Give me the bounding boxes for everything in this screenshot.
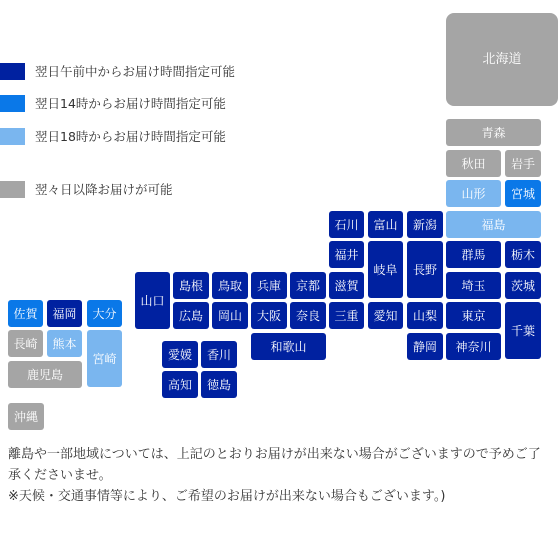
pref-fukui: 福井: [329, 241, 364, 268]
pref-iwate: 岩手: [505, 150, 541, 177]
legend-swatch: [0, 128, 25, 145]
pref-gifu: 岐阜: [368, 241, 403, 298]
pref-saitama: 埼玉: [446, 272, 501, 299]
note-line-2: ※天候・交通事情等により、ご希望のお届けが出来ない場合もございます。): [8, 489, 446, 504]
pref-osaka: 大阪: [251, 302, 287, 329]
pref-fukuoka: 福岡: [47, 300, 82, 327]
legend-label: 翌日午前中からお届け時間指定可能: [35, 64, 236, 79]
pref-kagoshima: 鹿児島: [8, 361, 82, 388]
pref-nagano: 長野: [407, 241, 443, 298]
pref-gunma: 群馬: [446, 241, 501, 268]
pref-okayama: 岡山: [212, 302, 248, 329]
pref-aomori: 青森: [446, 119, 541, 146]
pref-kagawa: 香川: [201, 341, 237, 368]
pref-niigata: 新潟: [407, 211, 443, 238]
pref-ibaraki: 茨城: [505, 272, 541, 299]
delivery-notes: [8, 444, 553, 507]
pref-hiroshima: 広島: [173, 302, 209, 329]
pref-ishikawa: 石川: [329, 211, 364, 238]
pref-shizuoka: 静岡: [407, 333, 443, 360]
pref-tottori: 鳥取: [212, 272, 248, 299]
pref-yamanashi: 山梨: [407, 302, 443, 329]
pref-yamagata: 山形: [446, 180, 501, 207]
pref-akita: 秋田: [446, 150, 501, 177]
pref-mie: 三重: [329, 302, 364, 329]
pref-shimane: 島根: [173, 272, 209, 299]
pref-aichi: 愛知: [368, 302, 403, 329]
pref-hyogo: 兵庫: [251, 272, 287, 299]
legend-swatch: [0, 181, 25, 198]
pref-toyama: 富山: [368, 211, 403, 238]
pref-chiba: 千葉: [505, 302, 541, 359]
pref-tochigi: 栃木: [505, 241, 541, 268]
pref-kyoto: 京都: [290, 272, 326, 299]
legend-label: 翌々日以降お届けが可能: [35, 182, 173, 197]
pref-wakayama: 和歌山: [251, 333, 326, 360]
pref-tokushima: 徳島: [201, 371, 237, 398]
pref-okinawa: 沖縄: [8, 403, 44, 430]
legend-label: 翌日18時からお届け時間指定可能: [35, 129, 226, 144]
pref-hokkaido: 北海道: [446, 13, 558, 106]
legend-swatch: [0, 63, 25, 80]
pref-fukushima: 福島: [446, 211, 541, 238]
pref-shiga: 滋賀: [329, 272, 364, 299]
legend-swatch: [0, 95, 25, 112]
pref-nagasaki: 長崎: [8, 330, 43, 357]
pref-oita: 大分: [87, 300, 122, 327]
legend-label: 翌日14時からお届け時間指定可能: [35, 96, 226, 111]
pref-miyazaki: 宮崎: [87, 330, 122, 387]
note-line-1: 離島や一部地域については、上記のとおりお届けが出来ない場合がございますので予めご了承くださいませ。: [8, 447, 541, 483]
pref-kumamoto: 熊本: [47, 330, 82, 357]
pref-saga: 佐賀: [8, 300, 43, 327]
pref-kanagawa: 神奈川: [446, 333, 501, 360]
pref-miyagi: 宮城: [505, 180, 541, 207]
pref-tokyo: 東京: [446, 302, 501, 329]
pref-ehime: 愛媛: [162, 341, 198, 368]
pref-kochi: 高知: [162, 371, 198, 398]
pref-nara: 奈良: [290, 302, 326, 329]
pref-yamaguchi: 山口: [135, 272, 170, 329]
